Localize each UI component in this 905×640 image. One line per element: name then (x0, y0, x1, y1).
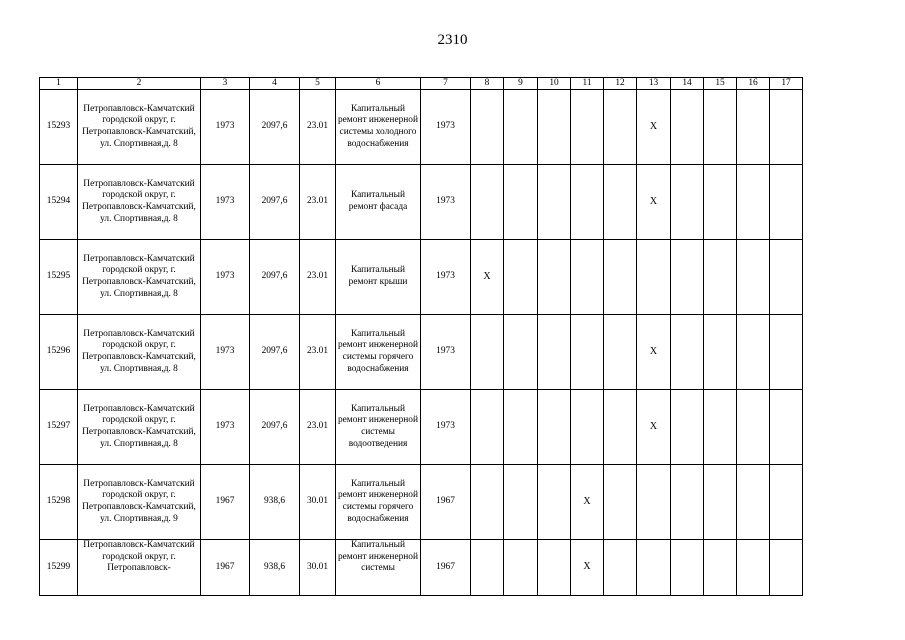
table-row (40, 465, 803, 540)
work-type-cell: Капитальный ремонт инженерной системы горячего водоснабжения (336, 465, 421, 540)
empty-cell (770, 90, 803, 165)
mark-cell (637, 315, 671, 390)
work-type-cell: Капитальный ремонт инженерной системы водоотведения (336, 390, 421, 465)
empty-cell (604, 540, 637, 596)
table-row (40, 540, 803, 596)
empty-cell (737, 165, 770, 240)
column-number: 16 (737, 78, 770, 90)
empty-cell (704, 315, 737, 390)
address-cell: Петропавловск-Камчатский городской округ, г. Петропавловск-Камчатский, ул. Спортивная,д. 8 (78, 390, 201, 465)
column-number: 11 (571, 78, 604, 90)
column-number: 7 (421, 78, 471, 90)
mark-x: Х (583, 561, 591, 573)
row-id: 15294 (40, 165, 78, 240)
row-id: 15295 (40, 240, 78, 315)
area-cell: 938,6 (250, 540, 300, 596)
code-cell: 23.01 (300, 90, 336, 165)
code-cell: 30.01 (300, 465, 336, 540)
mark-x: Х (649, 195, 658, 207)
column-number: 6 (336, 78, 421, 90)
empty-cell (604, 465, 637, 540)
empty-cell (770, 240, 803, 315)
table-row (40, 90, 803, 165)
register-table-body (40, 78, 803, 596)
empty-cell (538, 165, 571, 240)
area-cell: 2097,6 (250, 390, 300, 465)
empty-cell (704, 465, 737, 540)
empty-cell (571, 165, 604, 240)
empty-cell (604, 165, 637, 240)
year-cell: 1973 (201, 390, 250, 465)
empty-cell (571, 315, 604, 390)
empty-cell (704, 390, 737, 465)
empty-cell (737, 240, 770, 315)
code-cell: 23.01 (300, 240, 336, 315)
address-cell: Петропавловск-Камчатский городской округ, г. Петропавловск-Камчатский, ул. Спортивная,д. 8 (78, 240, 201, 315)
column-number: 13 (637, 78, 671, 90)
empty-cell (504, 540, 538, 596)
empty-cell (471, 540, 504, 596)
row-id: 15298 (40, 465, 78, 540)
mark-cell (571, 540, 604, 596)
row-id: 15293 (40, 90, 78, 165)
empty-cell (671, 165, 704, 240)
table-row (40, 390, 803, 465)
column-number-row (40, 78, 803, 90)
row-id: 15299 (40, 540, 78, 596)
area-cell: 2097,6 (250, 315, 300, 390)
empty-cell (671, 315, 704, 390)
mark-cell (571, 465, 604, 540)
empty-cell (604, 240, 637, 315)
column-number: 9 (504, 78, 538, 90)
area-cell: 938,6 (250, 465, 300, 540)
empty-cell (571, 390, 604, 465)
empty-cell (504, 240, 538, 315)
empty-cell (604, 90, 637, 165)
register-table (39, 77, 803, 596)
empty-cell (471, 90, 504, 165)
work-type-cell: Капитальный ремонт инженерной системы холодного водоснабжения (336, 90, 421, 165)
column-number: 8 (471, 78, 504, 90)
empty-cell (671, 240, 704, 315)
mark-x: Х (649, 420, 658, 432)
address-cell: Петропавловск-Камчатский городской округ, г. Петропавловск-Камчатский, ул. Спортивная,д. 9 (78, 465, 201, 540)
code-cell: 23.01 (300, 315, 336, 390)
planned-year-cell: 1967 (421, 465, 471, 540)
empty-cell (538, 90, 571, 165)
column-number: 14 (671, 78, 704, 90)
empty-cell (504, 90, 538, 165)
year-cell: 1967 (201, 540, 250, 596)
empty-cell (637, 240, 671, 315)
empty-cell (704, 90, 737, 165)
mark-cell (637, 390, 671, 465)
empty-cell (671, 90, 704, 165)
empty-cell (604, 315, 637, 390)
planned-year-cell: 1973 (421, 240, 471, 315)
empty-cell (770, 390, 803, 465)
table-row (40, 165, 803, 240)
address-cell: Петропавловск-Камчатский городской округ, г. Петропавловск-Камчатский, ул. Спортивная,д. 8 (78, 90, 201, 165)
year-cell: 1973 (201, 90, 250, 165)
empty-cell (770, 465, 803, 540)
column-number: 4 (250, 78, 300, 90)
empty-cell (471, 315, 504, 390)
empty-cell (604, 390, 637, 465)
empty-cell (538, 390, 571, 465)
empty-cell (737, 315, 770, 390)
code-cell: 30.01 (300, 540, 336, 596)
empty-cell (538, 540, 571, 596)
year-cell: 1973 (201, 240, 250, 315)
empty-cell (704, 165, 737, 240)
column-number: 17 (770, 78, 803, 90)
mark-x: Х (649, 120, 658, 132)
area-cell: 2097,6 (250, 240, 300, 315)
empty-cell (504, 465, 538, 540)
mark-cell (637, 90, 671, 165)
empty-cell (737, 90, 770, 165)
empty-cell (471, 465, 504, 540)
empty-cell (671, 540, 704, 596)
column-number: 15 (704, 78, 737, 90)
empty-cell (538, 240, 571, 315)
empty-cell (504, 315, 538, 390)
empty-cell (770, 315, 803, 390)
table-row (40, 240, 803, 315)
empty-cell (737, 465, 770, 540)
address-cell: Петропавловск-Камчатский городской округ, г. Петропавловск-Камчатский, ул. Спортивная,д. 8 (78, 315, 201, 390)
work-type-cell: Капитальный ремонт инженерной системы горячего водоснабжения (336, 315, 421, 390)
column-number: 10 (538, 78, 571, 90)
address-cell: Петропавловск-Камчатский городской округ, г. Петропавловск-Камчатский, ул. Спортивная,д. 8 (78, 165, 201, 240)
empty-cell (737, 390, 770, 465)
empty-cell (737, 540, 770, 596)
planned-year-cell: 1967 (421, 540, 471, 596)
year-cell: 1967 (201, 465, 250, 540)
address-cell: Петропавловск-Камчатский городской округ, г. Петропавловск- (78, 540, 201, 596)
mark-x: Х (483, 270, 491, 282)
empty-cell (471, 165, 504, 240)
column-number: 1 (40, 78, 78, 90)
empty-cell (770, 540, 803, 596)
area-cell: 2097,6 (250, 90, 300, 165)
mark-x: Х (583, 495, 591, 507)
column-number: 2 (78, 78, 201, 90)
empty-cell (770, 165, 803, 240)
empty-cell (571, 90, 604, 165)
page-number: 2310 (437, 32, 468, 48)
row-id: 15297 (40, 390, 78, 465)
mark-x: Х (649, 345, 658, 357)
year-cell: 1973 (201, 315, 250, 390)
empty-cell (538, 465, 571, 540)
planned-year-cell: 1973 (421, 390, 471, 465)
column-number: 3 (201, 78, 250, 90)
empty-cell (637, 465, 671, 540)
code-cell: 23.01 (300, 390, 336, 465)
mark-cell (637, 165, 671, 240)
column-number: 5 (300, 78, 336, 90)
work-type-cell: Капитальный ремонт инженерной системы (336, 540, 421, 596)
code-cell: 23.01 (300, 165, 336, 240)
empty-cell (704, 240, 737, 315)
empty-cell (637, 540, 671, 596)
empty-cell (671, 465, 704, 540)
year-cell: 1973 (201, 165, 250, 240)
planned-year-cell: 1973 (421, 165, 471, 240)
empty-cell (471, 390, 504, 465)
column-number: 12 (604, 78, 637, 90)
planned-year-cell: 1973 (421, 90, 471, 165)
empty-cell (571, 240, 604, 315)
planned-year-cell: 1973 (421, 315, 471, 390)
empty-cell (704, 540, 737, 596)
mark-cell (471, 240, 504, 315)
work-type-cell: Капитальный ремонт крыши (336, 240, 421, 315)
empty-cell (671, 390, 704, 465)
area-cell: 2097,6 (250, 165, 300, 240)
empty-cell (504, 165, 538, 240)
table-row (40, 315, 803, 390)
empty-cell (504, 390, 538, 465)
work-type-cell: Капитальный ремонт фасада (336, 165, 421, 240)
row-id: 15296 (40, 315, 78, 390)
empty-cell (538, 315, 571, 390)
